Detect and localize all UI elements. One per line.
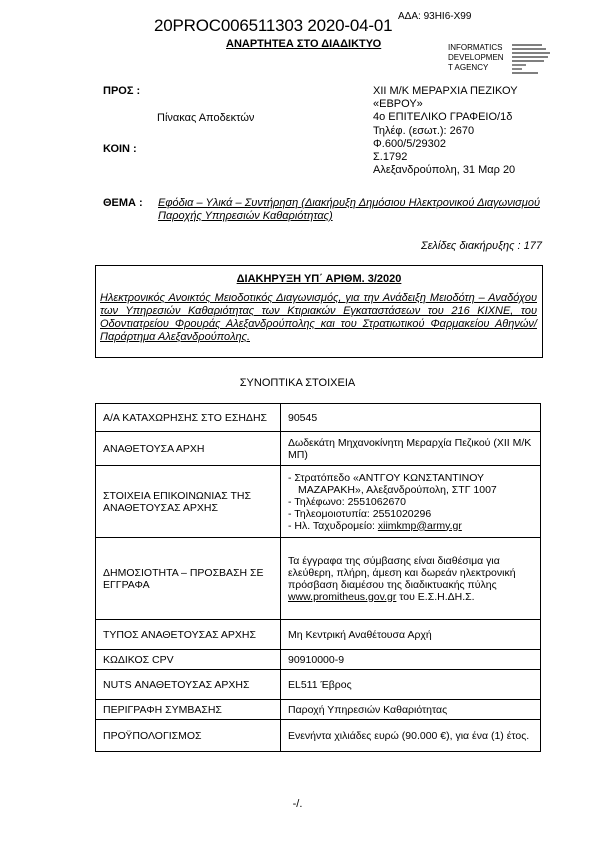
row-key: ΠΕΡΙΓΡΑΦΗ ΣΥΜΒΑΣΗΣ bbox=[96, 700, 281, 720]
contact-email-link[interactable]: xiimkmp@army.gr bbox=[377, 519, 462, 532]
table-row bbox=[96, 620, 541, 650]
pros-label: ΠΡΟΣ : bbox=[103, 85, 141, 97]
row-value: Δωδεκάτη Μηχανοκίνητη Μεραρχία Πεζικού (XII Μ/Κ ΜΠ) bbox=[281, 432, 541, 466]
row-key: ΣΤΟΙΧΕΙΑ ΕΠΙΚΟΙΝΩΝΙΑΣ ΤΗΣ ΑΝΑΘΕΤΟΥΣΑΣ ΑΡΧΗΣ bbox=[96, 466, 281, 538]
row-key: ΚΩΔΙΚΟΣ CPV bbox=[96, 650, 281, 670]
row-value: Μη Κεντρική Αναθέτουσα Αρχή bbox=[281, 620, 541, 650]
sender-unit: XII Μ/Κ ΜΕΡΑΡΧΙΑ ΠΕΖΙΚΟΥ bbox=[373, 85, 518, 97]
page-continuation: -/. bbox=[292, 798, 303, 810]
row-value: Παροχή Υπηρεσιών Καθαριότητας bbox=[281, 700, 541, 720]
row-value: 90545 bbox=[281, 404, 541, 432]
table-row bbox=[96, 650, 541, 670]
table-row bbox=[96, 670, 541, 700]
table-row bbox=[96, 432, 541, 466]
table-row bbox=[96, 700, 541, 720]
procurement-code: 20PROC006511303 2020-04-01 bbox=[154, 16, 393, 35]
summary-heading: ΣΥΝΟΠΤΙΚΑ ΣΤΟΙΧΕΙΑ bbox=[239, 377, 356, 389]
subject-label: ΘΕΜΑ : bbox=[103, 197, 143, 209]
row-value bbox=[281, 466, 541, 538]
row-key: NUTS ΑΝΑΘΕΤΟΥΣΑΣ ΑΡΧΗΣ bbox=[96, 670, 281, 700]
contact-email-line bbox=[288, 520, 533, 532]
signature-lines-icon bbox=[512, 42, 552, 78]
serial-number: Σ.1792 bbox=[373, 151, 408, 164]
publicity-suffix: του Ε.Σ.Η.ΔΗ.Σ. bbox=[399, 590, 475, 603]
row-value: Ενενήντα χιλιάδες ευρώ (90.000 €), για ένα (1) έτος. bbox=[281, 720, 541, 752]
publicity-text: Τα έγγραφα της σύμβασης είναι διαθέσιμα για ελεύθερη, πλήρη, άμεση και δωρεάν ηλεκτρονική πρόσβαση διαμέσου της διαδικτυακής πύλης bbox=[288, 554, 516, 591]
row-key: ΑΝΑΘΕΤΟΥΣΑ ΑΡΧΗ bbox=[96, 432, 281, 466]
promitheus-link[interactable]: www.promitheus.gov.gr bbox=[288, 590, 397, 603]
post-online-heading: ΑΝΑΡΤΗΤΕΑ ΣΤΟ ΔΙΑΔΙΚΤΥΟ bbox=[226, 38, 382, 50]
sender-phone: Τηλέφ. (εσωτ.): 2670 bbox=[373, 124, 475, 137]
row-value: EL511 Έβρος bbox=[281, 670, 541, 700]
sender-unit-name: «ΕΒΡΟΥ» bbox=[373, 98, 423, 111]
file-number: Φ.600/5/29302 bbox=[373, 137, 447, 150]
table-row bbox=[96, 466, 541, 538]
declaration-title: ΔΙΑΚΗΡΥΞΗ ΥΠ΄ ΑΡΙΘΜ. 3/2020 bbox=[236, 273, 402, 285]
recipients-table: Πίνακας Αποδεκτών bbox=[157, 112, 255, 124]
subject-text: Εφόδια – Υλικά – Συντήρηση (Διακήρυξη Δημόσιου Ηλεκτρονικού Διαγωνισμού Παροχής Υπηρεσιών Καθαριότητας) bbox=[158, 197, 540, 222]
declaration-description: Ηλεκτρονικός Ανοικτός Μειοδοτικός Διαγωνισμός, για την Ανάδειξη Μειοδότη – Αναδόχου των Υπηρεσιών Καθαριότητας των Κτιριακών Εγκαταστάσεων του 216 ΚΙΧΝΕ, του Οδοντιατρείου Φρουράς Αλεξανδρούπολης και του Στρατιωτικού Φαρμακείου Αθηνών/Παράρτημα Αλεξανδρούπολης. bbox=[100, 292, 537, 343]
table-row bbox=[96, 538, 541, 620]
row-key: ΤΥΠΟΣ ΑΝΑΘΕΤΟΥΣΑΣ ΑΡΧΗΣ bbox=[96, 620, 281, 650]
koin-label: ΚΟΙΝ : bbox=[103, 143, 137, 155]
row-value: 90910000-9 bbox=[281, 650, 541, 670]
digital-signature-stamp: INFORMATICS DEVELOPMEN T AGENCY bbox=[448, 43, 504, 72]
declaration-box bbox=[95, 265, 543, 358]
sender-block bbox=[373, 85, 518, 177]
table-row bbox=[96, 720, 541, 752]
contact-fax: - Τηλεομοιοτυπία: 2551020296 bbox=[288, 507, 432, 520]
date-place: Αλεξανδρούπολη, 31 Μαρ 20 bbox=[373, 164, 516, 177]
row-key: ΔΗΜΟΣΙΟΤΗΤΑ – ΠΡΟΣΒΑΣΗ ΣΕ ΕΓΓΡΑΦΑ bbox=[96, 538, 281, 620]
row-key: ΠΡΟΫΠΟΛΟΓΙΣΜΟΣ bbox=[96, 720, 281, 752]
contact-address: - Στρατόπεδο «ΑΝΤΓΟΥ ΚΩΝΣΤΑΝΤΙΝΟΥ ΜΑΖΑΡΑΚΗ», Αλεξανδρούπολη, ΣΤΓ 1007 bbox=[288, 471, 497, 496]
signature-fine-print bbox=[512, 42, 552, 80]
sender-office: 4ο ΕΠΙΤΕΛΙΚΟ ΓΡΑΦΕΙΟ/1δ bbox=[373, 111, 513, 124]
contact-phone: - Τηλέφωνο: 2551062670 bbox=[288, 495, 406, 508]
contact-email-label: - Ηλ. Ταχυδρομείο: bbox=[288, 519, 378, 532]
table-row bbox=[96, 404, 541, 432]
summary-table bbox=[95, 403, 541, 752]
row-key: Α/Α ΚΑΤΑΧΩΡΗΣΗΣ ΣΤΟ ΕΣΗΔΗΣ bbox=[96, 404, 281, 432]
row-value bbox=[281, 538, 541, 620]
ada-code: ΑΔΑ: 93ΗΙ6-Χ99 bbox=[398, 11, 472, 22]
page-count: Σελίδες διακήρυξης : 177 bbox=[420, 240, 542, 252]
